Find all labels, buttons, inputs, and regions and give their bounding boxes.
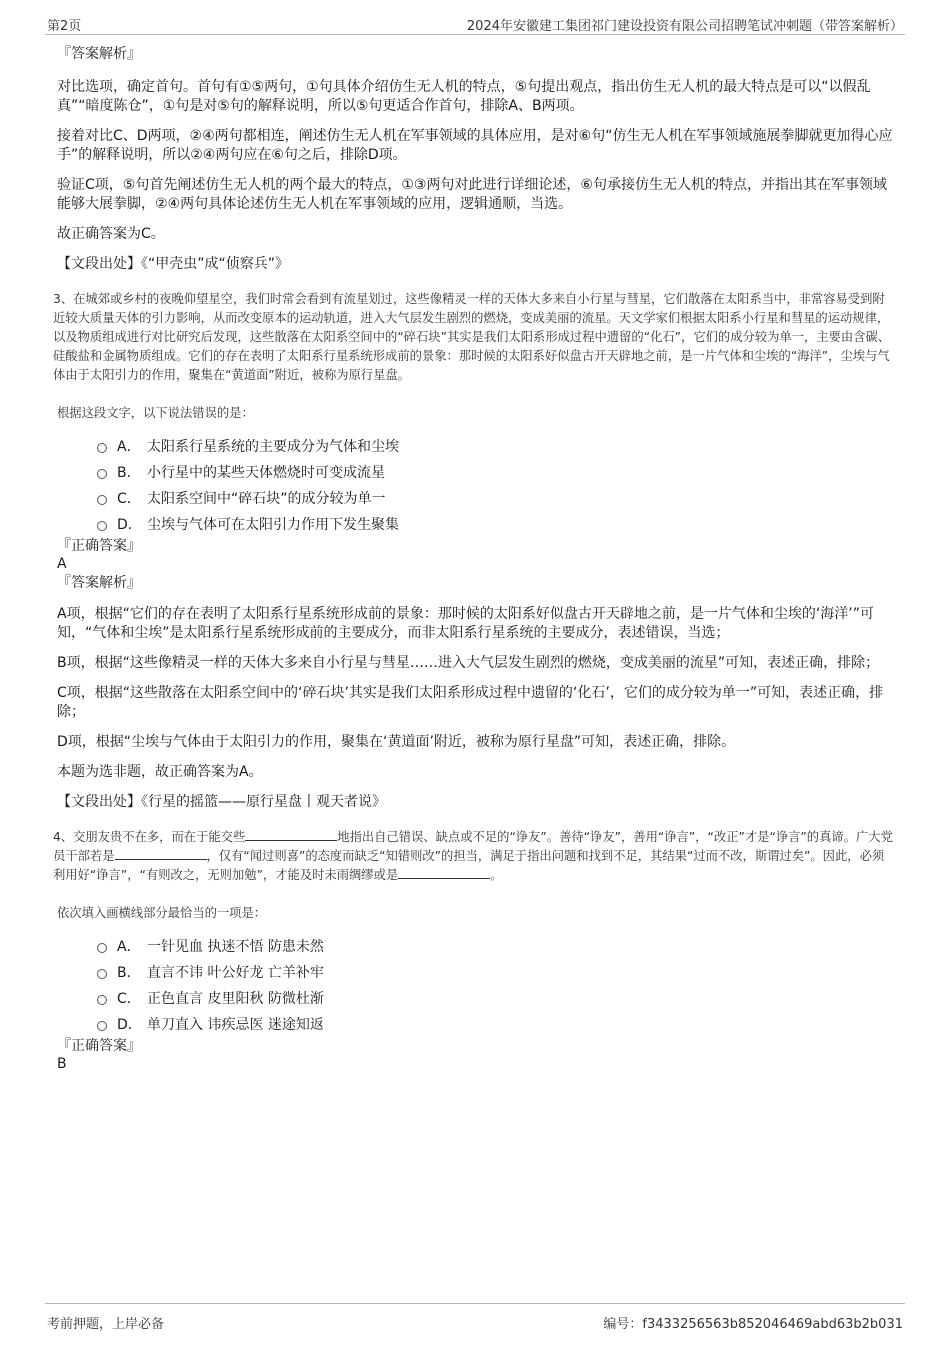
analysis-paragraph: 接着对比C、D两项，②④两句都相连，阐述仿生无人机在军事领域的具体应用，是对⑥句“仿生无人机在军事领域施展拳脚就更加得心应手”的解释说明，所以②④两句应在⑥句之后，排除D项。 [57,128,893,163]
option-c[interactable] [97,985,895,1011]
footer-slogan: 考前押题，上岸必备 [47,1317,165,1332]
analysis-paragraph: 故正确答案为C。 [57,226,165,242]
option-letter: A． [117,939,141,955]
option-text: 太阳系行星系统的主要成分为气体和尘埃 [147,439,399,455]
source-citation: 【文段出处】《行星的摇篮——原行星盘丨观天者说》 [57,794,386,810]
question-prompt: 依次填入画横线部分最恰当的一项是： [57,906,267,920]
stem-text: 。 [490,868,503,882]
option-letter: D． [117,517,142,533]
option-text: 尘埃与气体可在太阳引力作用下发生聚集 [147,517,399,533]
page-number: 第2页 [47,19,82,34]
option-a[interactable] [97,433,895,459]
radio-icon[interactable] [97,969,107,979]
analysis-paragraph: 本题为选非题，故正确答案为A。 [57,764,263,780]
stem-text: ，仅有“闻过则喜”的态度而缺乏“知错则改”的担当，满足于指出问题和找到不足，其结果“过而不改，斯谓过矣”。因此，必须利用好“诤言”，“有则改之，无则加勉”，才能及时未雨绸缪或是 [53,849,885,882]
analysis-label: 『答案解析』 [57,575,141,591]
radio-icon[interactable] [97,495,107,505]
page-footer [45,1303,905,1332]
radio-icon[interactable] [97,521,107,531]
answer-options [57,433,895,537]
analysis-paragraph: B项，根据“这些像精灵一样的天体大多来自小行星与彗星……进入大气层发生剧烈的燃烧，变成美丽的流星”可知，表述正确，排除； [57,655,880,671]
radio-icon[interactable] [97,443,107,453]
radio-icon[interactable] [97,1021,107,1031]
radio-icon[interactable] [97,469,107,479]
option-text: 小行星中的某些天体燃烧时可变成流星 [147,465,385,481]
analysis-paragraph: C项，根据“这些散落在太阳系空间中的‘碎石块’其实是我们太阳系形成过程中遗留的‘化石’，它们的成分较为单一”可知，表述正确，排除； [57,685,884,720]
option-letter: C． [117,491,141,507]
page-header [45,12,905,35]
analysis-paragraph: A项，根据“它们的存在表明了太阳系行星系统形成前的景象：那时候的太阳系好似盘古开天辟地之前，是一片气体和尘埃的‘海洋’”可知，“气体和尘埃”是太阳系行星系统形成前的主要成分，而非太阳系行星系统的主要成分，表述错误，当选； [57,606,874,641]
analysis-paragraph: D项，根据“尘埃与气体由于太阳引力的作用，聚集在‘黄道面’附近，被称为原行星盘”可知，表述正确，排除。 [57,734,736,750]
source-citation: 【文段出处】《“甲壳虫”成“侦察兵”》 [57,256,290,272]
radio-icon[interactable] [97,995,107,1005]
page-content [53,44,895,1073]
correct-answer-label: 『正确答案』 [57,538,141,554]
option-letter: A． [117,439,141,455]
correct-answer: A [57,556,67,572]
correct-answer: B [57,1056,67,1072]
question-stem [53,828,895,885]
option-text: 正色直言 皮里阳秋 防微杜渐 [147,991,324,1007]
option-text: 太阳系空间中“碎石块”的成分较为单一 [147,491,386,507]
option-text: 直言不讳 叶公好龙 亡羊补牢 [147,965,324,981]
option-a[interactable] [97,933,895,959]
question-stem: 3、在城郊或乡村的夜晚仰望星空，我们时常会看到有流星划过，这些像精灵一样的天体大多来自小行星与彗星，它们散落在太阳系当中，非常容易受到附近较大质量天体的引力影响，从而改变原本的运动轨道，进入大气层发生剧烈的燃烧，变成美丽的流星。天文学家们根据太阳系小行星和彗星的运动规律，以及物质组成进行对比研究后发现，这些散落在太阳系空间中的“碎石块”其实是我们太阳系形成过程中遗留的“化石”，它们的成分较为单一，主要由含碳、硅酸盐和金属物质组成。它们的存在表明了太阳系行星系统形成前的景象：那时候的太阳系好似盘古开天辟地之前，是一片气体和尘埃的“海洋”，尘埃与气体由于太阳引力的作用，聚集在“黄道面”附近，被称为原行星盘。 [53,292,891,382]
analysis-paragraph: 对比选项，确定首句。首句有①⑤两句，①句具体介绍仿生无人机的特点，⑤句提出观点，指出仿生无人机的最大特点是可以“以假乱真”“暗度陈仓”，①句是对⑤句的解释说明，所以⑤句更适合作首句，排除A、B两项。 [57,79,871,114]
option-letter: D． [117,1017,142,1033]
answer-options [57,933,895,1037]
fill-blank [115,847,207,860]
fill-blank [245,828,337,841]
option-text: 一针见血 执迷不悟 防患未然 [147,939,324,955]
fill-blank [398,866,490,879]
stem-text: 地指出自己错误、缺点或不足的“诤友”。善待“诤友”，善用“诤言”，“改正”才是“诤言”的真谛。广大党员干部若是 [53,830,893,863]
option-letter: B． [117,465,141,481]
analysis-label: 『答案解析』 [57,46,141,62]
option-d[interactable] [97,511,895,537]
option-b[interactable] [97,459,895,485]
correct-answer-label: 『正确答案』 [57,1038,141,1054]
option-b[interactable] [97,959,895,985]
radio-icon[interactable] [97,943,107,953]
option-letter: B． [117,965,141,981]
analysis-paragraph: 验证C项，⑤句首先阐述仿生无人机的两个最大的特点，①③两句对此进行详细论述，⑥句承接仿生无人机的特点，并指出其在军事领域能够大展拳脚，②④两句具体论述仿生无人机在军事领域的应用，逻辑通顺，当选。 [57,177,887,212]
option-c[interactable] [97,485,895,511]
option-letter: C． [117,991,141,1007]
stem-text: 4、交朋友贵不在多，而在于能交些 [53,830,246,844]
question-prompt: 根据这段文字，以下说法错误的是： [57,406,254,420]
option-d[interactable] [97,1011,895,1037]
option-text: 单刀直入 讳疾忌医 迷途知返 [147,1017,324,1033]
document-serial: 编号：f3433256563b852046469abd63b2b031 [603,1317,903,1332]
document-title: 2024年安徽建工集团祁门建设投资有限公司招聘笔试冲刺题（带答案解析） [466,19,903,34]
